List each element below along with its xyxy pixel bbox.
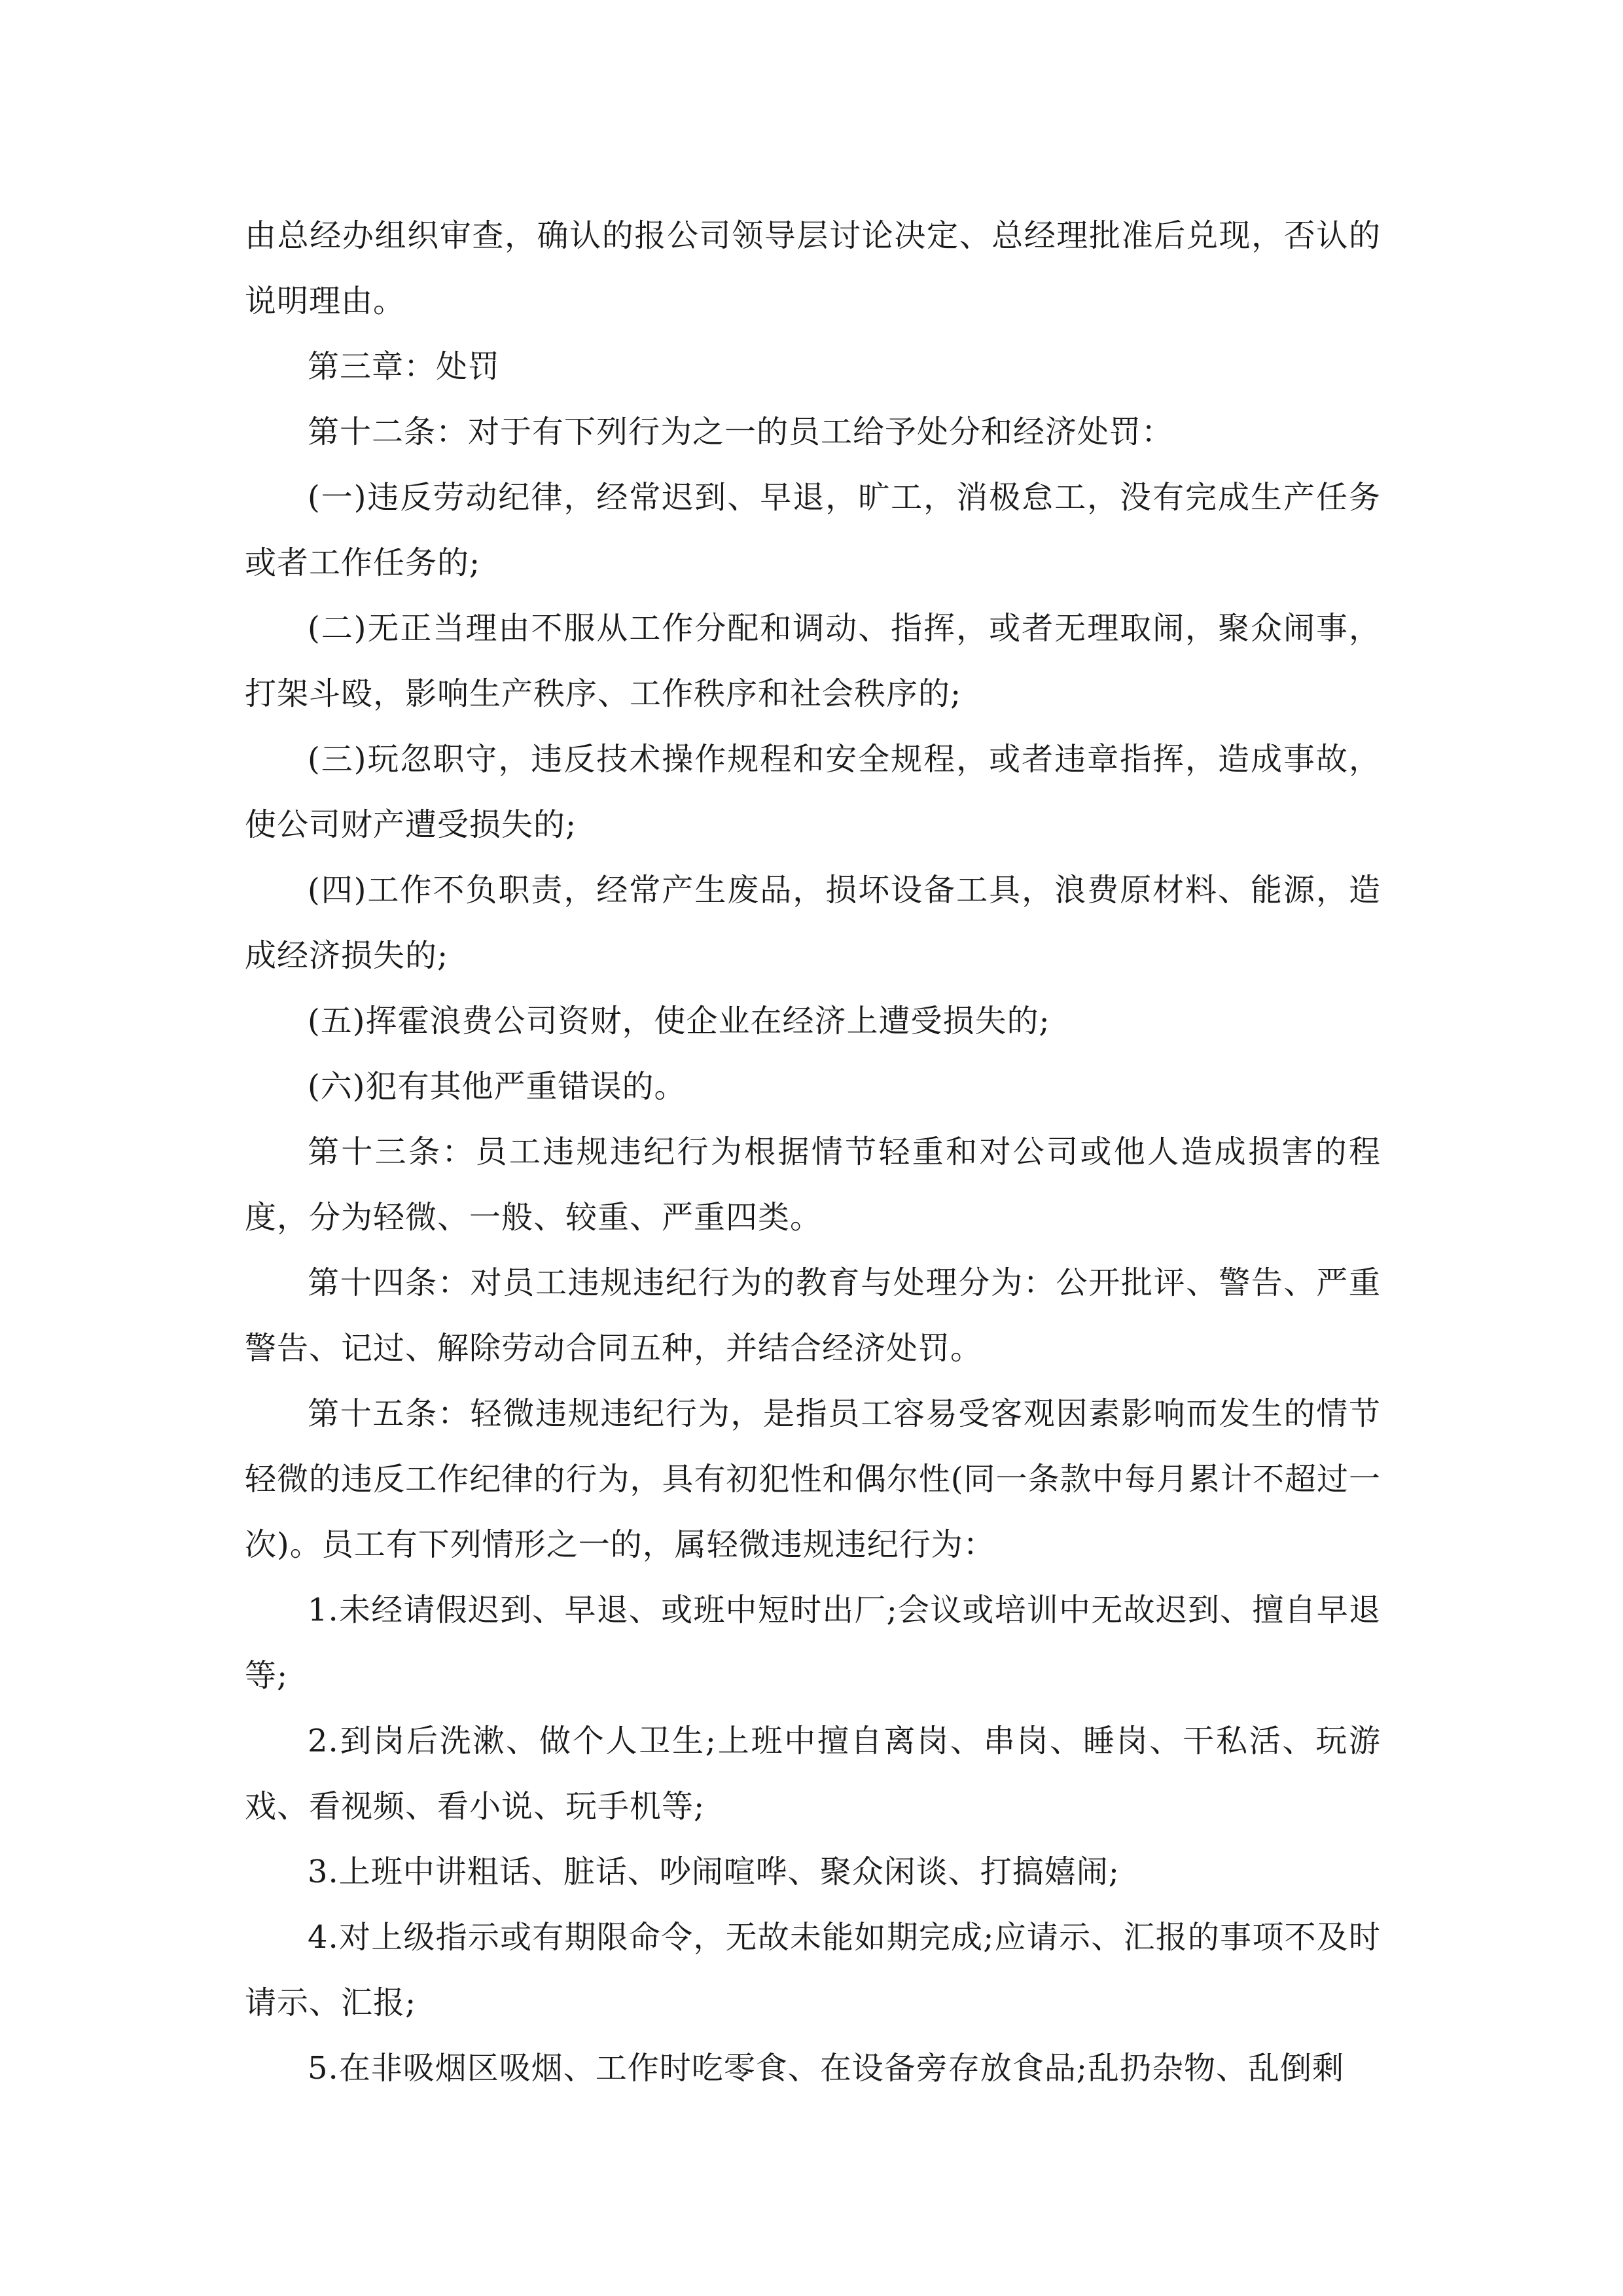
- article-15-item-4: 4.对上级指示或有期限命令，无故未能如期完成;应请示、汇报的事项不及时请示、汇报;: [245, 1919, 1381, 2021]
- article-12-item-1: (一)违反劳动纪律，经常迟到、早退，旷工，消极怠工，没有完成生产任务或者工作任务的;: [245, 479, 1381, 581]
- article-13: 第十三条：员工违规违纪行为根据情节轻重和对公司或他人造成损害的程度，分为轻微、一般、较重、严重四类。: [245, 1134, 1381, 1236]
- article-12-item-2: (二)无正当理由不服从工作分配和调动、指挥，或者无理取闹，聚众闹事，打架斗殴，影响生产秩序、工作秩序和社会秩序的;: [245, 610, 1381, 712]
- article-15-item-2: 2.到岗后洗漱、做个人卫生;上班中擅自离岗、串岗、睡岗、干私活、玩游戏、看视频、看小说、玩手机等;: [245, 1723, 1381, 1825]
- article-12-item-6: (六)犯有其他严重错误的。: [308, 1068, 687, 1105]
- article-15-item-5: 5.在非吸烟区吸烟、工作时吃零食、在设备旁存放食品;乱扔杂物、乱倒剩: [308, 2050, 1344, 2087]
- article-12-item-3: (三)玩忽职守，违反技术操作规程和安全规程，或者违章指挥，造成事故，使公司财产遭受损失的;: [245, 741, 1381, 843]
- document-body: [245, 203, 1381, 2101]
- chapter-heading: 第三章：处罚: [308, 348, 501, 385]
- article-14: 第十四条：对员工违规违纪行为的教育与处理分为：公开批评、警告、严重警告、记过、解除劳动合同五种，并结合经济处罚。: [245, 1265, 1381, 1367]
- article-15-item-3: 3.上班中讲粗话、脏话、吵闹喧哗、聚众闲谈、打搞嬉闹;: [308, 1854, 1120, 1890]
- article-12: 第十二条：对于有下列行为之一的员工给予处分和经济处罚：: [308, 414, 1174, 450]
- article-15-item-1: 1.未经请假迟到、早退、或班中短时出厂;会议或培训中无故迟到、擅自早退等;: [245, 1592, 1381, 1694]
- article-15: 第十五条：轻微违规违纪行为，是指员工容易受客观因素影响而发生的情节轻微的违反工作纪律的行为，具有初犯性和偶尔性(同一条款中每月累计不超过一次)。员工有下列情形之一的，属轻微违规违纪行为：: [245, 1395, 1381, 1563]
- article-12-item-5: (五)挥霍浪费公司资财，使企业在经济上遭受损失的;: [308, 1003, 1050, 1039]
- article-12-item-4: (四)工作不负职责，经常产生废品，损坏设备工具，浪费原材料、能源，造成经济损失的;: [245, 872, 1381, 974]
- paragraph-continuation: 由总经办组织审查，确认的报公司领导层讨论决定、总经理批准后兑现，否认的说明理由。: [245, 217, 1381, 319]
